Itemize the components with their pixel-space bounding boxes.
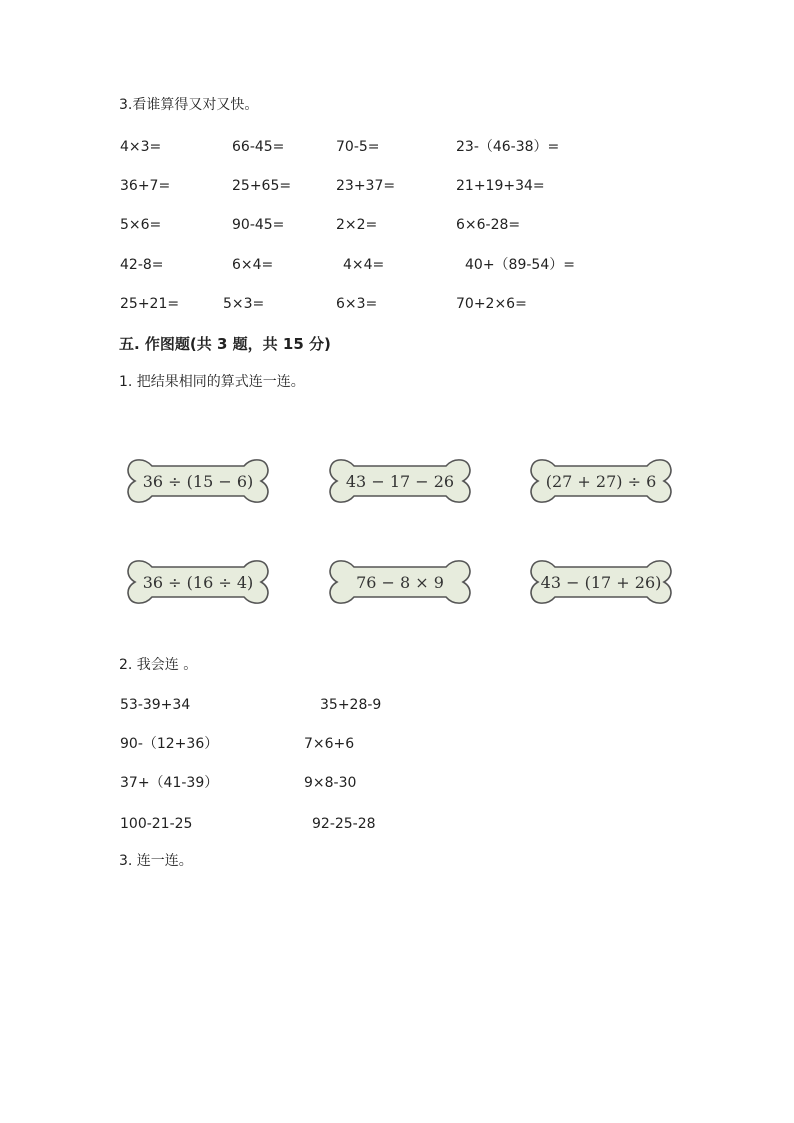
bone-card	[328, 553, 472, 611]
calc-item: 25+21=	[120, 296, 180, 312]
calc-item: 4×3=	[120, 139, 162, 155]
match-right-item: 35+28-9	[320, 697, 382, 713]
calc-item: 23-（46-38）=	[456, 139, 560, 155]
calc-item: 42-8=	[120, 257, 164, 273]
bone-card	[126, 452, 270, 510]
calc-item: 90-45=	[232, 217, 285, 233]
calc-item: 23+37=	[336, 178, 396, 194]
bone-expression: 76 − 8 × 9	[356, 572, 444, 592]
bone-expression: 36 ÷ (16 ÷ 4)	[142, 572, 254, 592]
calc-item: 36+7=	[120, 178, 171, 194]
match-right-item: 9×8-30	[304, 775, 357, 791]
match-right-item: 7×6+6	[304, 736, 355, 752]
match-left-item: 53-39+34	[120, 697, 191, 713]
calc-item: 70-5=	[336, 139, 380, 155]
calc-item: 70+2×6=	[456, 296, 527, 312]
bone-card	[126, 553, 270, 611]
bone-card	[529, 553, 673, 611]
question-2-title: 2. 我会连 。	[119, 657, 198, 673]
question-1-title: 1. 把结果相同的算式连一连。	[119, 374, 305, 390]
match-left-item: 100-21-25	[120, 816, 193, 832]
calc-item: 25+65=	[232, 178, 292, 194]
bone-card	[529, 452, 673, 510]
match-right-item: 92-25-28	[312, 816, 376, 832]
calc-item: 40+（89-54）=	[465, 257, 575, 273]
calc-item: 2×2=	[336, 217, 378, 233]
calc-item: 6×6-28=	[456, 217, 521, 233]
bone-expression: 36 ÷ (15 − 6)	[142, 471, 254, 491]
calc-item: 6×3=	[336, 296, 378, 312]
calc-item: 4×4=	[343, 257, 385, 273]
bone-card	[328, 452, 472, 510]
question-3-title: 3. 连一连。	[119, 853, 193, 869]
calc-item: 5×6=	[120, 217, 162, 233]
bone-expression: (27 + 27) ÷ 6	[545, 471, 657, 491]
part-heading: 五. 作图题(共 3 题，共 15 分)	[119, 335, 331, 353]
match-left-item: 37+（41-39）	[120, 775, 219, 791]
bone-expression: 43 − 17 − 26	[345, 471, 455, 491]
bone-expression: 43 − (17 + 26)	[540, 572, 662, 592]
calc-item: 66-45=	[232, 139, 285, 155]
match-left-item: 90-（12+36）	[120, 736, 219, 752]
section-title: 3.看谁算得又对又快。	[119, 97, 259, 113]
calc-item: 5×3=	[223, 296, 265, 312]
calc-item: 21+19+34=	[456, 178, 545, 194]
calc-item: 6×4=	[232, 257, 274, 273]
